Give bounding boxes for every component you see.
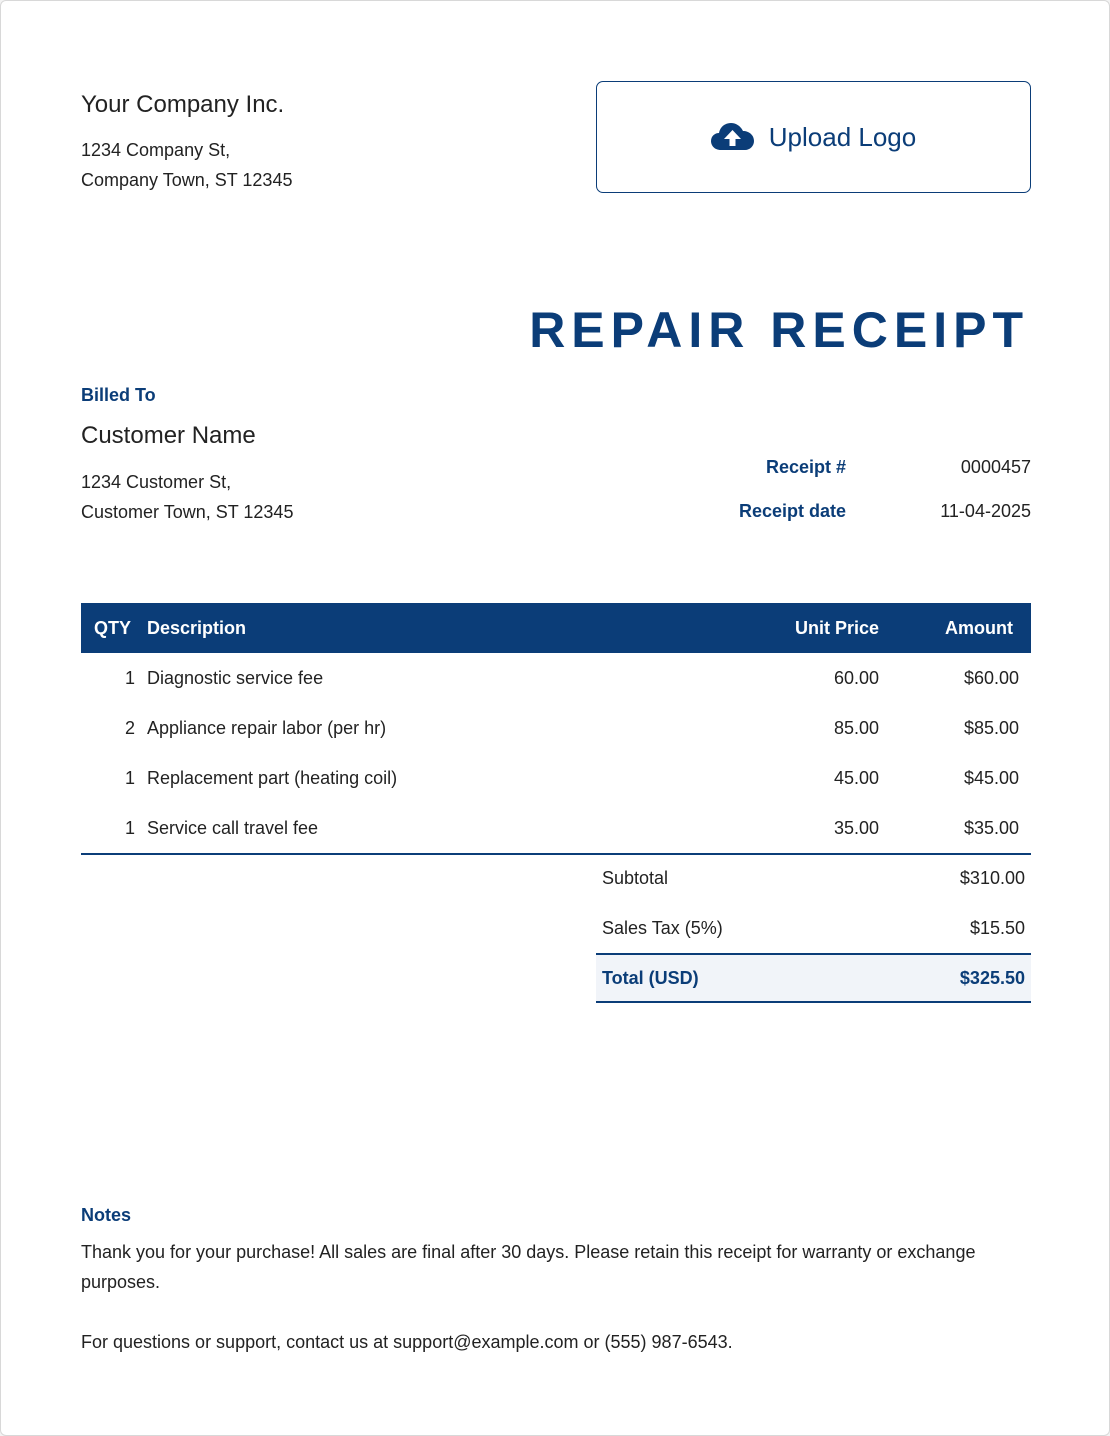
notes-text[interactable]: Thank you for your purchase! All sales are final after 30 days. Please retain this receipt for warranty or exchange purposes. <box>81 1242 976 1292</box>
total-row <box>596 953 1031 1003</box>
upload-logo-label: Upload Logo <box>768 121 917 152</box>
tax-value: $15.50 <box>969 917 1025 938</box>
row-qty[interactable]: 1 <box>124 767 135 788</box>
receipt-number-label: Receipt # <box>765 457 846 477</box>
table-row <box>81 753 1031 803</box>
table-header <box>81 603 1031 653</box>
row-amount <box>879 668 1025 689</box>
row-amount <box>879 768 1025 789</box>
billed-to-label: Billed To <box>81 385 156 405</box>
table-row <box>81 703 1031 753</box>
header-description: Description <box>147 617 247 638</box>
row-description[interactable]: Replacement part (heating coil) <box>147 767 398 788</box>
company-name[interactable]: Your Company Inc. <box>81 91 285 118</box>
row-amount-value: $60.00 <box>963 667 1019 688</box>
total-label: Total (USD) <box>602 967 699 988</box>
customer-name[interactable]: Customer Name <box>81 422 256 449</box>
totals-block <box>596 853 1031 1003</box>
row-description[interactable]: Appliance repair labor (per hr) <box>147 717 387 738</box>
row-amount-value: $35.00 <box>963 817 1019 838</box>
row-amount-value: $45.00 <box>963 767 1019 788</box>
tax-row <box>596 903 1031 953</box>
subtotal-label: Subtotal <box>602 867 669 888</box>
receipt-date-label: Receipt date <box>738 501 846 521</box>
row-unit-price[interactable]: 60.00 <box>833 667 879 688</box>
customer-address[interactable] <box>81 467 293 527</box>
row-unit-price[interactable]: 45.00 <box>833 767 879 788</box>
cloud-upload-icon <box>711 122 755 152</box>
header-unit-price: Unit Price <box>794 617 879 638</box>
row-amount-value: $85.00 <box>963 717 1019 738</box>
row-qty[interactable]: 1 <box>124 817 135 838</box>
receipt-number-value[interactable]: 0000457 <box>960 457 1031 477</box>
row-description[interactable]: Diagnostic service fee <box>147 667 324 688</box>
tax-label[interactable]: Sales Tax (5%) <box>602 917 723 938</box>
row-unit-price[interactable]: 35.00 <box>833 817 879 838</box>
receipt-date-value[interactable]: 11-04-2025 <box>940 501 1031 521</box>
row-amount <box>879 818 1025 839</box>
customer-address-line1[interactable]: 1234 Customer St, <box>81 472 232 492</box>
total-value: $325.50 <box>959 967 1025 988</box>
company-address-line1[interactable]: 1234 Company St, <box>81 140 231 160</box>
customer-address-line2[interactable]: Customer Town, ST 12345 <box>81 502 294 522</box>
notes-label: Notes <box>81 1205 132 1225</box>
row-unit-price[interactable]: 85.00 <box>833 717 879 738</box>
table-row <box>81 653 1031 703</box>
company-address-line2[interactable]: Company Town, ST 12345 <box>81 170 293 190</box>
subtotal-value: $310.00 <box>959 867 1025 888</box>
line-items-table <box>81 603 1031 853</box>
document-title: REPAIR RECEIPT <box>529 302 1029 358</box>
header-qty: QTY <box>94 617 132 638</box>
subtotal-row <box>596 853 1031 903</box>
notes-contact[interactable]: For questions or support, contact us at support@example.com or (555) 987-6543. <box>81 1332 733 1352</box>
header-amount-label: Amount <box>945 617 1013 638</box>
row-amount <box>879 718 1025 739</box>
row-qty[interactable]: 2 <box>124 717 135 738</box>
table-row <box>81 803 1031 853</box>
header-amount <box>879 618 1025 639</box>
row-description[interactable]: Service call travel fee <box>147 817 319 838</box>
row-qty[interactable]: 1 <box>124 667 135 688</box>
company-address[interactable] <box>81 135 292 195</box>
upload-logo-button[interactable] <box>596 81 1031 193</box>
